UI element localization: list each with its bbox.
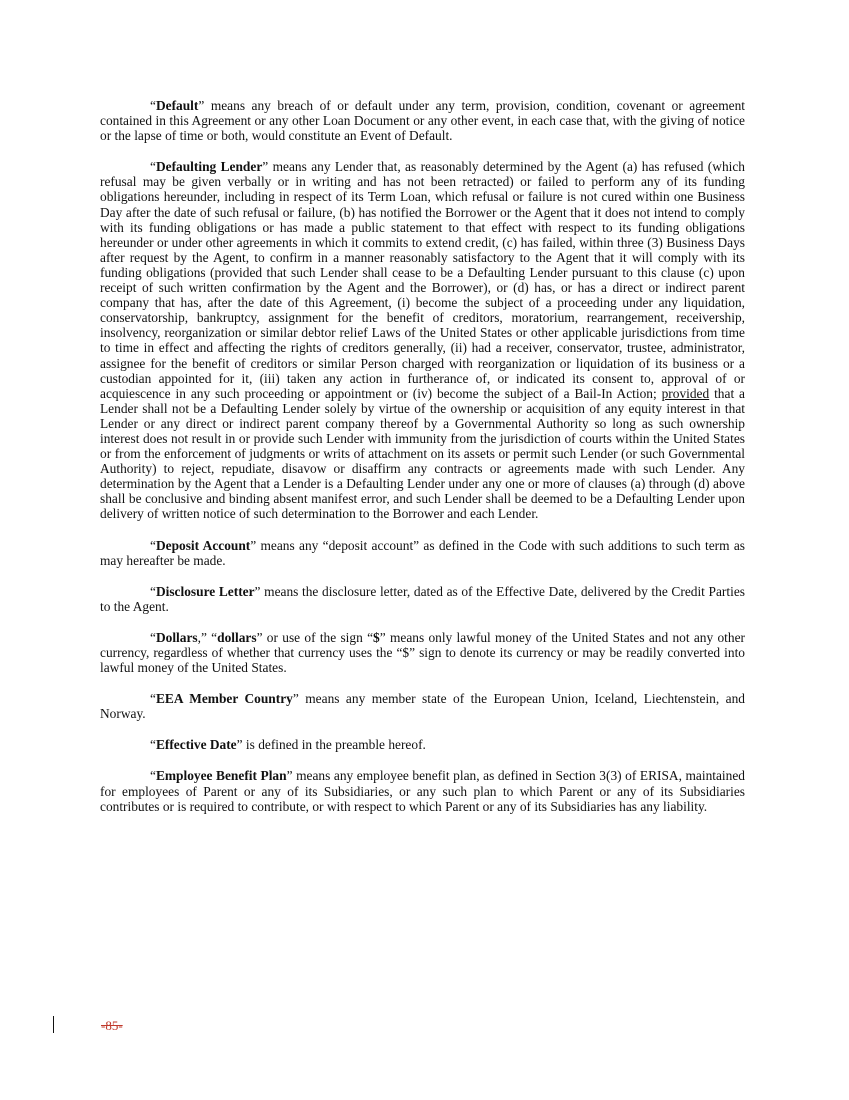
defined-term: Effective Date	[155, 737, 237, 753]
open-quote: “	[150, 583, 156, 599]
close-quote: ”	[250, 537, 257, 553]
definition-text: is defined in the preamble hereof.	[242, 737, 426, 753]
open-quote: “	[150, 629, 156, 645]
document-page	[100, 98, 745, 830]
open-quote: “	[150, 98, 156, 113]
defined-term: Disclosure Letter	[155, 583, 255, 599]
close-quote: ”	[254, 583, 261, 599]
close-quote: ”	[262, 159, 269, 175]
definition-text: means any “deposit account” as defined in the Code with such additions to such term as may hereafter be made.	[100, 537, 745, 568]
close-quote: ”	[236, 737, 243, 753]
definition-employee-benefit-plan	[100, 768, 745, 813]
revision-bar	[53, 1016, 54, 1033]
open-quote: “	[150, 768, 156, 784]
close-quote: ”	[198, 98, 205, 113]
close-quote: ” or use of the sign “	[256, 629, 374, 645]
defined-term: Employee Benefit Plan	[155, 768, 287, 784]
close-quote: ”	[379, 629, 386, 645]
definition-text: means any breach of or default under any term, provision, condition, covenant or agreement contained in this Agreement or any other Loan Document or any other event, in each case that, with the giving of notice or the lapse of time or both, would constitute an Event of Default.	[100, 98, 745, 144]
definition-deposit-account	[100, 538, 745, 568]
defined-term: Defaulting Lender	[155, 159, 263, 175]
close-quote: ”	[292, 691, 299, 707]
defined-term-sign: $	[373, 629, 380, 645]
defined-term: Default	[155, 98, 199, 113]
open-quote: “	[150, 737, 156, 753]
definition-defaulting-lender	[100, 159, 745, 521]
definition-text: means any Lender that, as reasonably determined by the Agent (a) has refused (which refusal may be given verbally or in writing and has not been retracted) or failed to perform any of its funding obligations hereunder, including in respect of its Term Loan, which refusal or failure is not cured within one Business Day after the date of such refusal or failure, (b) has notified the Borrower or the Agent that it does not intend to comply with its funding obligations or has made a public statement to that effect with respect to its funding obligations hereunder or under other agreements in which it commits to extend credit, (c) has failed, within three (3) Business Days after request by the Agent, to confirm in a manner reasonably satisfactory to the Agent that it will comply with its funding obligations (provided that such Lender shall cease to be a Defaulting Lender pursuant to this clause (c) upon receipt of such written confirmation by the Agent and the Borrower), or (d) has, or has a direct or indirect parent company that has, after the date of this Agreement, (i) become the subject of a proceeding under any liquidation, conservatorship, bankruptcy, assignment for the benefit of creditors, moratorium, rearrangement, receivership, insolvency, reorganization or similar debtor relief Laws of the United States or other applicable jurisdictions from time to time in effect and affecting the rights of creditors generally, (ii) had a receiver, conservator, trustee, administrator, assignee for the benefit of creditors or similar Person charged with reorganization or liquidation of its business or a custodian appointed for it, (iii) taken any action in furtherance of, or indicated its consent to, approval of or acquiescence in any such proceeding or appointment or (iv) become the subject of a Bail-In Action;	[100, 159, 745, 401]
defined-term: Deposit Account	[155, 537, 251, 553]
defined-term: EEA Member Country	[155, 691, 293, 707]
close-quote: ,” “	[197, 629, 218, 645]
defined-term: Dollars	[155, 629, 198, 645]
definition-dollars	[100, 630, 745, 675]
definition-eea-member-country	[100, 691, 745, 721]
page-number: -85-	[101, 1018, 123, 1033]
definition-text: means only lawful money of the United States and not any other currency, regardless of whether that currency uses the “$” sign to denote its currency or may be readily converted into lawful money of the United States.	[100, 629, 745, 676]
definition-text: means any employee benefit plan, as defined in Section 3(3) of ERISA, maintained for employees of Parent or any of its Subsidiaries, or any such plan to which Parent or any of its Subsidiaries contributes or is required to contribute, or with respect to which Parent or any of its Subsidiaries has any liability.	[100, 768, 745, 814]
open-quote: “	[150, 691, 156, 707]
defined-term-alt: dollars	[217, 629, 257, 645]
definition-text-continued: that a Lender shall not be a Defaulting Lender solely by virtue of the ownership or acquisition of any equity interest in that Lender or any direct or indirect parent company thereof by a Governmental Authority so long as such ownership interest does not result in or provide such Lender with immunity from the jurisdiction of courts within the United States or from the enforcement of judgments or writs of attachment on its assets or permit such Lender (or such Governmental Authority) to reject, repudiate, disavow or disaffirm any contracts or agreements made with such Lender. Any determination by the Agent that a Lender is a Defaulting Lender under any one or more of clauses (a) through (d) above shall be conclusive and binding absent manifest error, and such Lender shall be deemed to be a Defaulting Lender upon delivery of written notice of such determination to the Borrower and each Lender.	[100, 385, 746, 522]
underlined-word: provided	[661, 385, 710, 401]
open-quote: “	[150, 159, 156, 175]
definition-default	[100, 98, 745, 143]
definition-disclosure-letter	[100, 584, 745, 614]
definition-effective-date	[100, 737, 745, 752]
close-quote: ”	[286, 768, 293, 784]
definition-text: means the disclosure letter, dated as of the Effective Date, delivered by the Credit Parties to the Agent.	[100, 583, 745, 614]
definition-text: means any member state of the European Union, Iceland, Liechtenstein, and Norway.	[100, 691, 745, 722]
open-quote: “	[150, 537, 156, 553]
